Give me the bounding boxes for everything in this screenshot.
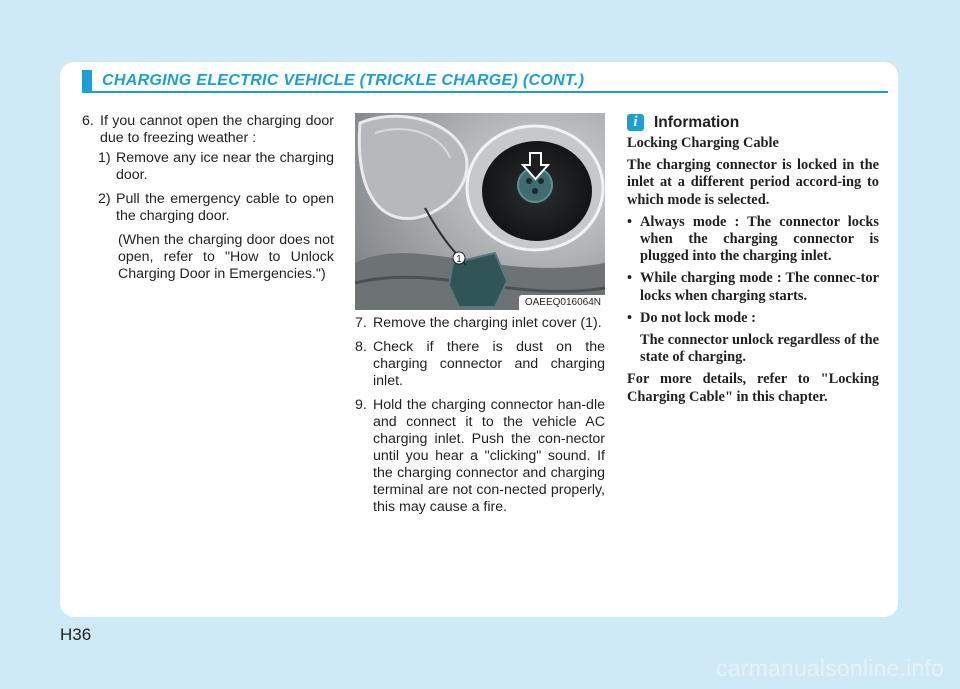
emergency-note: (When the charging door does not open, refer to "How to Unlock Charging Door in Emergencies.") — [118, 232, 334, 282]
information-header — [627, 114, 879, 131]
substep-1 — [98, 150, 334, 184]
bullet-text: Do not lock mode : — [640, 309, 756, 326]
step-number: 7. — [355, 315, 367, 331]
page-number: H36 — [60, 625, 92, 644]
step-text: Remove the charging inlet cover (1). — [373, 315, 602, 331]
bullet-marker: • — [627, 213, 633, 230]
step-text: If you cannot open the charging door due to freezing weather : — [100, 113, 334, 146]
step-9 — [355, 397, 605, 516]
information-title: Information — [654, 114, 740, 131]
information-panel — [627, 114, 879, 411]
step-8 — [355, 339, 605, 390]
substep-number: 1) — [98, 150, 111, 166]
charging-inlet-photo — [355, 113, 605, 310]
step-text: Hold the charging connector han-dle and connect it to the vehicle AC charging inlet. Push the con-nector until you hear a "clicking" sound. If the charging connector and charging terminal are not con-nected properly, this may cause a fire. — [373, 397, 605, 515]
watermark: carmanualsonline.info — [716, 655, 944, 681]
substep-number: 2) — [98, 191, 111, 207]
information-intro: The charging connector is locked in the inlet at a different period accord-ing to which mode is selected. — [627, 157, 879, 208]
bullet-text: While charging mode : The connec-tor locks when charging starts. — [640, 270, 879, 304]
charging-inlet-illustration — [355, 113, 605, 310]
middle-column — [355, 315, 605, 523]
step-number: 9. — [355, 397, 367, 413]
information-outro: For more details, refer to "Locking Charging Cable" in this chapter. — [627, 371, 879, 405]
bullet-do-not-lock-mode — [627, 310, 879, 327]
callout-number: 1 — [456, 254, 462, 265]
step-number: 8. — [355, 339, 367, 355]
substep-text: Remove any ice near the charging door. — [116, 150, 334, 183]
bullet-marker: • — [627, 309, 633, 326]
bullet-always-mode — [627, 214, 879, 266]
step-7 — [355, 315, 605, 332]
section-header — [82, 70, 888, 92]
header-underline — [82, 91, 888, 93]
bullet-detail: The connector unlock regardless of the state of charging. — [640, 332, 879, 366]
bullet-text: Always mode : The connector locks when the charging connector is plugged into the charging inlet. — [640, 213, 879, 265]
left-column — [82, 113, 334, 283]
information-body — [627, 135, 879, 406]
header-accent-bar — [82, 70, 92, 92]
step-number: 6. — [82, 113, 94, 129]
section-title: CHARGING ELECTRIC VEHICLE (TRICKLE CHARGE) (CONT.) — [102, 72, 585, 89]
step-6 — [82, 113, 334, 147]
substep-2 — [98, 191, 334, 225]
information-subtitle: Locking Charging Cable — [627, 135, 779, 151]
step-text: Check if there is dust on the charging connector and charging inlet. — [373, 339, 605, 389]
info-icon: i — [627, 114, 644, 131]
substep-text: Pull the emergency cable to open the charging door. — [116, 191, 334, 224]
bullet-while-charging-mode — [627, 270, 879, 304]
bullet-marker: • — [627, 270, 633, 287]
figure-code: OAEEQ016064N — [519, 295, 605, 310]
